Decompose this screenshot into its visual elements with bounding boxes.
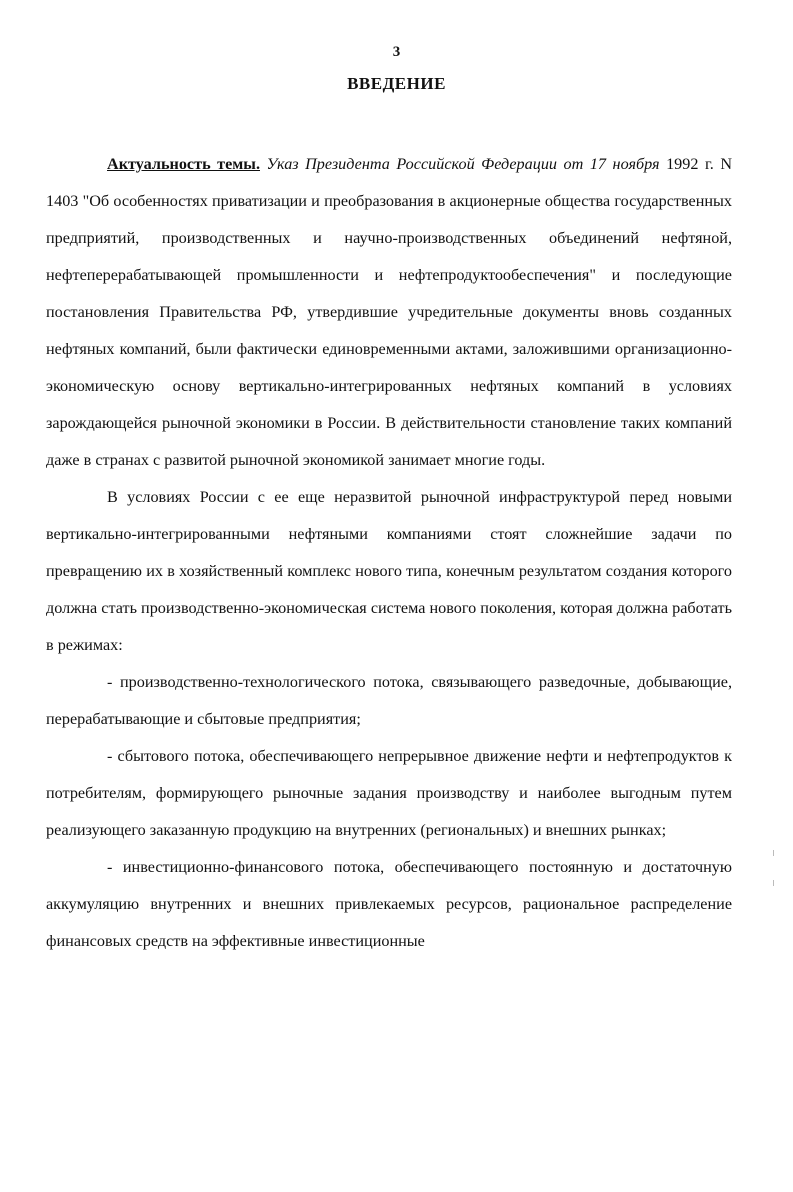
- paragraph-conditions: В условиях России с ее еще неразвитой рыночной инфраструктурой перед новыми вертикально-интегрированными нефтяными компаниями стоят сложнейшие задачи по превращению их в хозяйственный комплекс нового типа, конечным результатом создания которого должна стать производственно-экономическая система нового поколения, которая должна работать в режимах:: [46, 488, 732, 654]
- body-text: [46, 146, 732, 960]
- list-item-sales-flow: - сбытового потока, обеспечивающего непрерывное движение нефти и нефтепродуктов к потребителям, формирующего рыночные задания производству и наиболее выгодным путем реализующего заказанную продукцию на внутренних (региональных) и внешних рынках;: [46, 747, 732, 839]
- paragraph-lead-title: Актуальность темы.: [107, 155, 260, 173]
- decree-title: Указ Президента Российской Федерации от 17 ноября: [266, 155, 660, 173]
- section-heading: ВВЕДЕНИЕ: [347, 74, 446, 93]
- page-number: 3: [392, 44, 401, 60]
- scan-artifact: [773, 850, 774, 856]
- scan-artifact: [773, 880, 774, 886]
- paragraph-relevance: [46, 146, 732, 479]
- paragraph-text: 1992 г. N 1403 "Об особенностях приватизации и преобразования в акционерные общества государственных предприятий, производственных и научно-производственных объединений нефтяной, нефтеперерабатывающей промышленности и нефтепродуктообеспечения" и последующие постановления Правительства РФ, утвердившие учредительные документы вновь созданных нефтяных компаний, были фактически единовременными актами, заложившими организационно-экономическую основу вертикально-интегрированных нефтяных компаний в условиях зарождающейся рыночной экономики в России. В действительности становление таких компаний даже в странах с развитой рыночной экономикой занимает многие годы.: [46, 155, 733, 469]
- list-item-investment-flow: - инвестиционно-финансового потока, обеспечивающего постоянную и достаточную аккумуляцию внутренних и внешних привлекаемых ресурсов, рациональное распределение финансовых средств на эффективные инвестиционные: [46, 858, 732, 950]
- list-item-production-flow: - производственно-технологического потока, связывающего разведочные, добывающие, перерабатывающие и сбытовые предприятия;: [46, 673, 732, 728]
